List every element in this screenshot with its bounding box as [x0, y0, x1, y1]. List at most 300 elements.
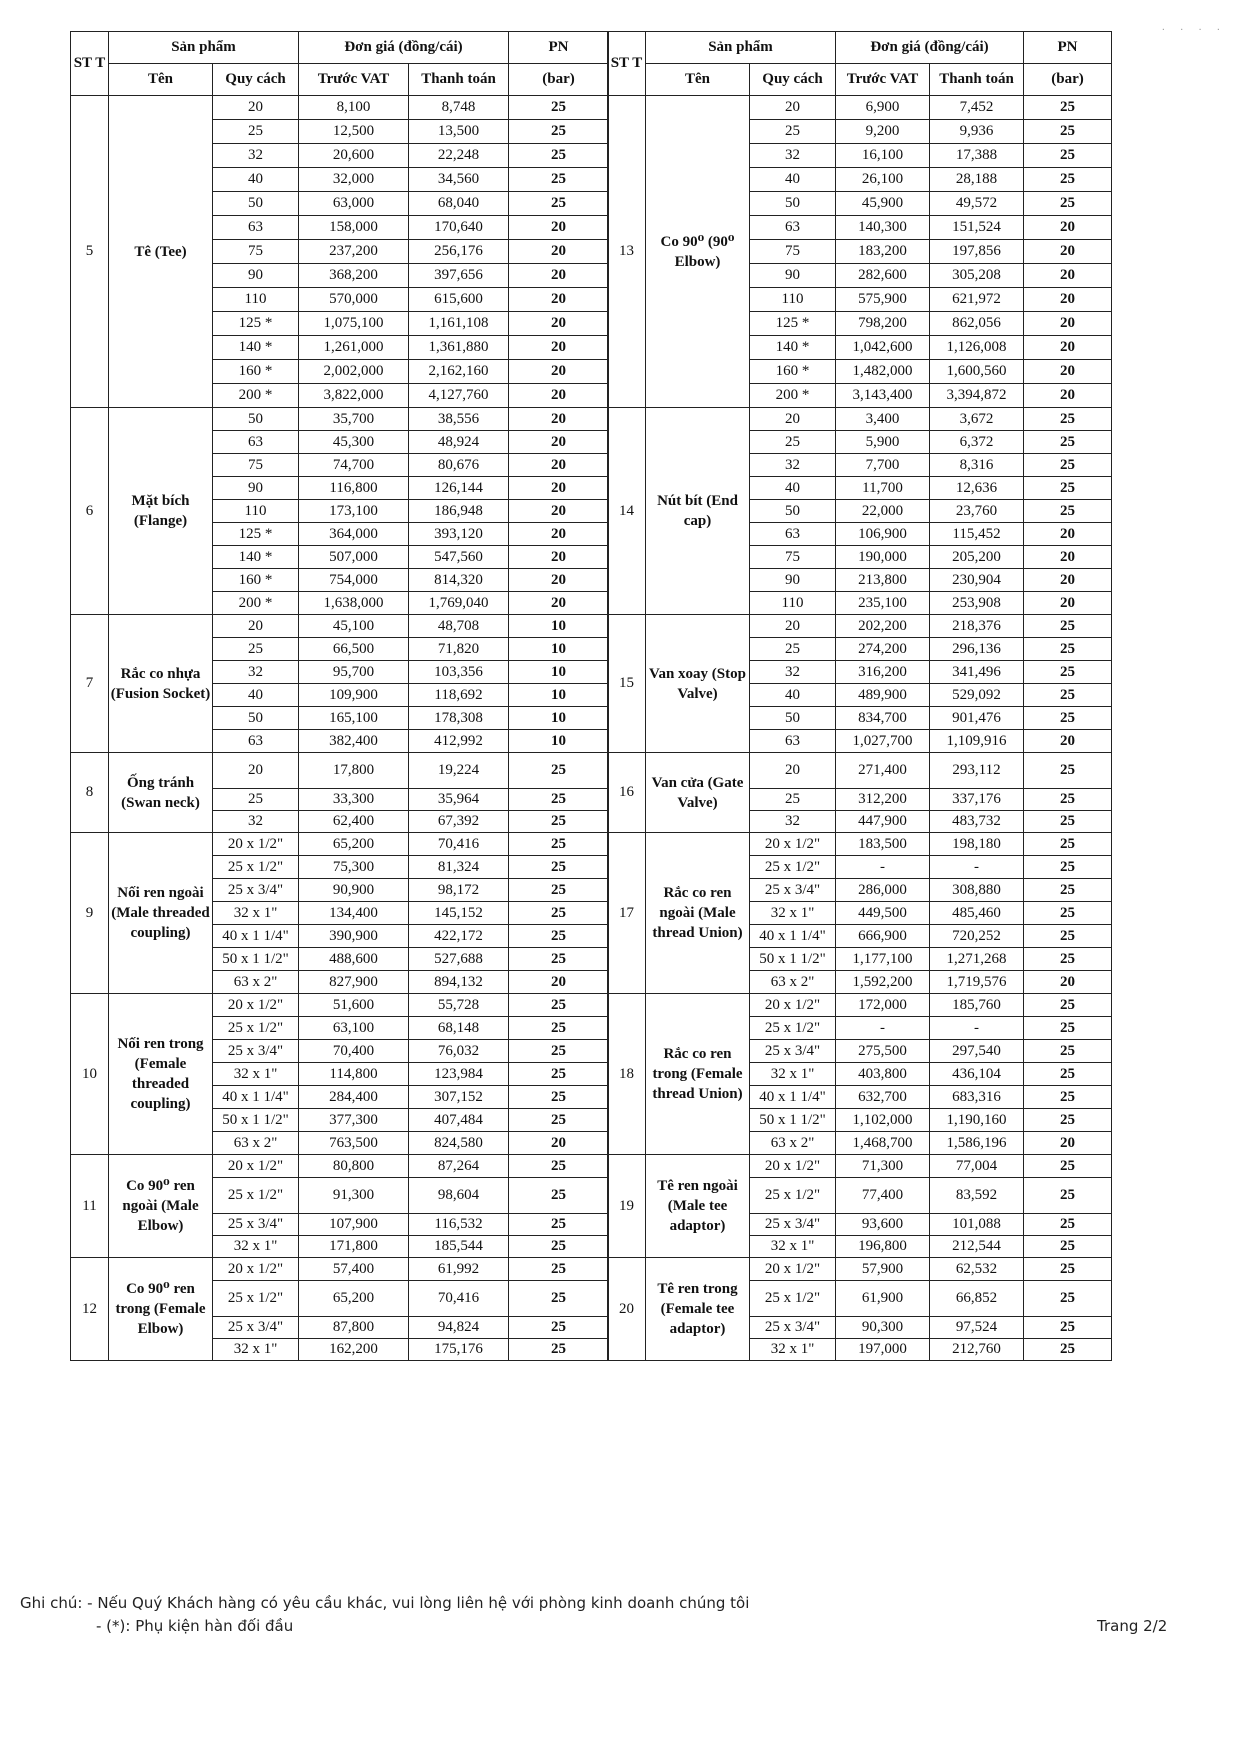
price-before-vat-cell: 51,600	[299, 994, 409, 1017]
price-total-cell: 12,636	[930, 477, 1024, 500]
price-before-vat-cell: 158,000	[299, 216, 409, 240]
stt-cell: 8	[71, 753, 109, 833]
pn-cell: 25	[1024, 1017, 1112, 1040]
price-total-cell: 35,964	[409, 789, 509, 811]
price-total-cell: 397,656	[409, 264, 509, 288]
pn-cell: 20	[509, 1132, 609, 1155]
spec-cell: 90	[750, 264, 836, 288]
pn-cell: 25	[1024, 948, 1112, 971]
price-total-cell: 185,544	[409, 1236, 509, 1258]
price-before-vat-cell: 1,261,000	[299, 336, 409, 360]
price-before-vat-cell: 284,400	[299, 1086, 409, 1109]
price-before-vat-cell: 763,500	[299, 1132, 409, 1155]
product-name-cell: Ống tránh (Swan neck)	[109, 753, 213, 833]
spec-cell: 32 x 1"	[213, 1236, 299, 1258]
price-before-vat-cell: 107,900	[299, 1214, 409, 1236]
spec-cell: 40 x 1 1/4"	[213, 925, 299, 948]
price-before-vat-cell: 74,700	[299, 454, 409, 477]
price-before-vat-cell: 134,400	[299, 902, 409, 925]
price-total-cell: 547,560	[409, 546, 509, 569]
spec-cell: 20 x 1/2"	[750, 833, 836, 856]
price-total-cell: 720,252	[930, 925, 1024, 948]
header-san-pham: Sản phẩm	[646, 32, 836, 64]
price-before-vat-cell: 271,400	[836, 753, 930, 789]
spec-cell: 50	[750, 707, 836, 730]
spec-cell: 63	[213, 730, 299, 753]
pn-cell: 25	[1024, 856, 1112, 879]
price-total-cell: 94,824	[409, 1317, 509, 1339]
pn-cell: 20	[1024, 971, 1112, 994]
pn-cell: 20	[509, 523, 609, 546]
spec-cell: 20 x 1/2"	[750, 1155, 836, 1178]
pn-cell: 25	[509, 1236, 609, 1258]
price-before-vat-cell: 95,700	[299, 661, 409, 684]
price-before-vat-cell: 196,800	[836, 1236, 930, 1258]
pn-cell: 25	[1024, 1063, 1112, 1086]
stt-cell: 15	[608, 615, 646, 753]
spec-cell: 200 *	[750, 384, 836, 408]
pn-cell: 25	[1024, 833, 1112, 856]
pn-cell: 20	[509, 312, 609, 336]
price-before-vat-cell: 162,200	[299, 1339, 409, 1361]
pn-cell: 25	[1024, 1339, 1112, 1361]
stt-cell: 12	[71, 1258, 109, 1361]
table-row	[608, 833, 1112, 856]
pn-cell: 10	[509, 661, 609, 684]
pn-cell: 20	[1024, 288, 1112, 312]
price-before-vat-cell: 274,200	[836, 638, 930, 661]
spec-cell: 32	[750, 454, 836, 477]
price-before-vat-cell: 368,200	[299, 264, 409, 288]
spec-cell: 90	[213, 264, 299, 288]
price-before-vat-cell: 377,300	[299, 1109, 409, 1132]
table-row	[608, 1155, 1112, 1178]
price-before-vat-cell: 213,800	[836, 569, 930, 592]
price-before-vat-cell: 1,468,700	[836, 1132, 930, 1155]
stt-cell: 19	[608, 1155, 646, 1258]
pn-cell: 10	[509, 615, 609, 638]
pn-cell: 25	[509, 902, 609, 925]
pn-cell: 10	[509, 730, 609, 753]
price-before-vat-cell: 114,800	[299, 1063, 409, 1086]
spec-cell: 25 x 1/2"	[750, 1281, 836, 1317]
price-total-cell: 83,592	[930, 1178, 1024, 1214]
price-before-vat-cell: 798,200	[836, 312, 930, 336]
price-total-cell: 126,144	[409, 477, 509, 500]
corner-marks: · · · ·	[1161, 25, 1226, 36]
price-total-cell: 824,580	[409, 1132, 509, 1155]
price-total-cell: 67,392	[409, 811, 509, 833]
price-total-cell: 422,172	[409, 925, 509, 948]
price-total-cell: 98,172	[409, 879, 509, 902]
price-total-cell: 8,748	[409, 96, 509, 120]
spec-cell: 32	[750, 661, 836, 684]
header-truoc-vat: Trước VAT	[299, 64, 409, 96]
spec-cell: 25 x 1/2"	[213, 1017, 299, 1040]
pn-cell: 20	[509, 454, 609, 477]
price-total-cell: 1,719,576	[930, 971, 1024, 994]
spec-cell: 20	[213, 96, 299, 120]
price-total-cell: 814,320	[409, 569, 509, 592]
spec-cell: 160 *	[213, 360, 299, 384]
price-total-cell: 683,316	[930, 1086, 1024, 1109]
price-total-cell: 7,452	[930, 96, 1024, 120]
pn-cell: 25	[509, 1281, 609, 1317]
pn-cell: 25	[1024, 120, 1112, 144]
spec-cell: 25	[750, 789, 836, 811]
pn-cell: 25	[1024, 684, 1112, 707]
spec-cell: 63 x 2"	[213, 1132, 299, 1155]
product-name-cell: Nối ren trong (Female threaded coupling)	[109, 994, 213, 1155]
price-table-left	[70, 31, 609, 1361]
price-total-cell: 87,264	[409, 1155, 509, 1178]
header-pn: PN	[509, 32, 609, 64]
pn-cell: 25	[1024, 1317, 1112, 1339]
pn-cell: 25	[1024, 638, 1112, 661]
price-total-cell: 230,904	[930, 569, 1024, 592]
spec-cell: 20 x 1/2"	[750, 994, 836, 1017]
spec-cell: 90	[213, 477, 299, 500]
product-name-cell: Rắc co ren ngoài (Male thread Union)	[646, 833, 750, 994]
spec-cell: 20 x 1/2"	[213, 833, 299, 856]
spec-cell: 63 x 2"	[750, 971, 836, 994]
price-before-vat-cell: 488,600	[299, 948, 409, 971]
header-quy-cach: Quy cách	[750, 64, 836, 96]
price-before-vat-cell: 66,500	[299, 638, 409, 661]
price-before-vat-cell: 75,300	[299, 856, 409, 879]
pn-cell: 20	[1024, 569, 1112, 592]
price-before-vat-cell: 71,300	[836, 1155, 930, 1178]
header-bar: (bar)	[1024, 64, 1112, 96]
spec-cell: 140 *	[213, 546, 299, 569]
table-header	[608, 32, 1112, 96]
price-before-vat-cell: 65,200	[299, 833, 409, 856]
note-line-1: Ghi chú: - Nếu Quý Khách hàng có yêu cầu khác, vui lòng liên hệ với phòng kinh doanh chúng tôi	[20, 1594, 750, 1612]
header-don-gia: Đơn giá (đồng/cái)	[299, 32, 509, 64]
spec-cell: 20	[213, 615, 299, 638]
price-before-vat-cell: -	[836, 1017, 930, 1040]
price-total-cell: 412,992	[409, 730, 509, 753]
price-total-cell: 615,600	[409, 288, 509, 312]
table-row	[71, 833, 609, 856]
price-total-cell: 97,524	[930, 1317, 1024, 1339]
price-before-vat-cell: 3,822,000	[299, 384, 409, 408]
price-total-cell: 197,856	[930, 240, 1024, 264]
price-total-cell: 485,460	[930, 902, 1024, 925]
stt-cell: 9	[71, 833, 109, 994]
price-before-vat-cell: -	[836, 856, 930, 879]
pn-cell: 25	[1024, 789, 1112, 811]
spec-cell: 110	[750, 592, 836, 615]
price-before-vat-cell: 575,900	[836, 288, 930, 312]
table-body	[71, 96, 609, 1361]
price-total-cell: 2,162,160	[409, 360, 509, 384]
header-truoc-vat: Trước VAT	[836, 64, 930, 96]
price-before-vat-cell: 65,200	[299, 1281, 409, 1317]
pn-cell: 25	[1024, 753, 1112, 789]
stt-cell: 14	[608, 408, 646, 615]
price-total-cell: 8,316	[930, 454, 1024, 477]
stt-cell: 18	[608, 994, 646, 1155]
price-before-vat-cell: 364,000	[299, 523, 409, 546]
spec-cell: 75	[750, 546, 836, 569]
price-before-vat-cell: 80,800	[299, 1155, 409, 1178]
pn-cell: 20	[509, 569, 609, 592]
spec-cell: 32 x 1"	[750, 1063, 836, 1086]
pn-cell: 25	[1024, 1155, 1112, 1178]
price-total-cell: 341,496	[930, 661, 1024, 684]
price-before-vat-cell: 3,143,400	[836, 384, 930, 408]
price-total-cell: 80,676	[409, 454, 509, 477]
pn-cell: 25	[1024, 925, 1112, 948]
price-before-vat-cell: 17,800	[299, 753, 409, 789]
price-total-cell: 293,112	[930, 753, 1024, 789]
spec-cell: 40 x 1 1/4"	[750, 925, 836, 948]
price-total-cell: 483,732	[930, 811, 1024, 833]
spec-cell: 40	[750, 477, 836, 500]
product-name-cell: Co 90⁰ ren ngoài (Male Elbow)	[109, 1155, 213, 1258]
spec-cell: 25 x 1/2"	[750, 856, 836, 879]
price-total-cell: 212,760	[930, 1339, 1024, 1361]
header-ten: Tên	[109, 64, 213, 96]
price-total-cell: 77,004	[930, 1155, 1024, 1178]
price-total-cell: 49,572	[930, 192, 1024, 216]
price-before-vat-cell: 754,000	[299, 569, 409, 592]
price-total-cell: 123,984	[409, 1063, 509, 1086]
pn-cell: 25	[509, 948, 609, 971]
note-line-2: - (*): Phụ kiện hàn đối đầu	[96, 1617, 294, 1635]
price-before-vat-cell: 173,100	[299, 500, 409, 523]
spec-cell: 110	[213, 500, 299, 523]
price-before-vat-cell: 489,900	[836, 684, 930, 707]
pn-cell: 25	[1024, 994, 1112, 1017]
spec-cell: 32 x 1"	[750, 1236, 836, 1258]
header-stt: ST T	[71, 32, 109, 96]
pn-cell: 25	[509, 789, 609, 811]
price-total-cell: 70,416	[409, 1281, 509, 1317]
pn-cell: 25	[509, 1086, 609, 1109]
product-name-cell: Rắc co ren trong (Female thread Union)	[646, 994, 750, 1155]
price-total-cell: 62,532	[930, 1258, 1024, 1281]
table-row	[608, 408, 1112, 431]
pn-cell: 25	[1024, 1214, 1112, 1236]
price-total-cell: 1,586,196	[930, 1132, 1024, 1155]
pn-cell: 20	[1024, 264, 1112, 288]
spec-cell: 25 x 3/4"	[213, 879, 299, 902]
spec-cell: 50	[213, 707, 299, 730]
spec-cell: 40	[750, 168, 836, 192]
price-before-vat-cell: 447,900	[836, 811, 930, 833]
price-before-vat-cell: 197,000	[836, 1339, 930, 1361]
header-quy-cach: Quy cách	[213, 64, 299, 96]
pn-cell: 25	[1024, 902, 1112, 925]
price-total-cell: 68,040	[409, 192, 509, 216]
pn-cell: 25	[1024, 811, 1112, 833]
pn-cell: 20	[509, 500, 609, 523]
pn-cell: 20	[509, 288, 609, 312]
price-total-cell: 151,524	[930, 216, 1024, 240]
spec-cell: 25	[213, 638, 299, 661]
price-total-cell: 55,728	[409, 994, 509, 1017]
price-before-vat-cell: 35,700	[299, 408, 409, 431]
table-row	[71, 1155, 609, 1178]
price-total-cell: 862,056	[930, 312, 1024, 336]
pn-cell: 25	[509, 1178, 609, 1214]
price-total-cell: 19,224	[409, 753, 509, 789]
pn-cell: 25	[1024, 615, 1112, 638]
product-name-cell: Van cửa (Gate Valve)	[646, 753, 750, 833]
pn-cell: 25	[1024, 408, 1112, 431]
pn-cell: 25	[1024, 168, 1112, 192]
spec-cell: 63 x 2"	[213, 971, 299, 994]
price-total-cell: 68,148	[409, 1017, 509, 1040]
price-before-vat-cell: 90,300	[836, 1317, 930, 1339]
price-before-vat-cell: 26,100	[836, 168, 930, 192]
pn-cell: 10	[509, 638, 609, 661]
price-before-vat-cell: 8,100	[299, 96, 409, 120]
product-name-cell: Nối ren ngoài (Male threaded coupling)	[109, 833, 213, 994]
price-before-vat-cell: 63,000	[299, 192, 409, 216]
stt-cell: 10	[71, 994, 109, 1155]
pn-cell: 25	[1024, 144, 1112, 168]
price-total-cell: 621,972	[930, 288, 1024, 312]
pn-cell: 25	[1024, 1236, 1112, 1258]
pn-cell: 20	[509, 431, 609, 454]
spec-cell: 50	[750, 500, 836, 523]
price-total-cell: 212,544	[930, 1236, 1024, 1258]
price-before-vat-cell: 45,900	[836, 192, 930, 216]
price-total-cell: 3,672	[930, 408, 1024, 431]
spec-cell: 20 x 1/2"	[750, 1258, 836, 1281]
price-total-cell: -	[930, 1017, 1024, 1040]
pn-cell: 25	[1024, 1040, 1112, 1063]
pn-cell: 20	[1024, 312, 1112, 336]
spec-cell: 32 x 1"	[213, 1339, 299, 1361]
pn-cell: 25	[509, 144, 609, 168]
price-before-vat-cell: 87,800	[299, 1317, 409, 1339]
price-before-vat-cell: 45,100	[299, 615, 409, 638]
price-total-cell: 170,640	[409, 216, 509, 240]
spec-cell: 200 *	[213, 384, 299, 408]
spec-cell: 25	[750, 431, 836, 454]
price-before-vat-cell: 5,900	[836, 431, 930, 454]
pn-cell: 20	[1024, 523, 1112, 546]
price-total-cell: 13,500	[409, 120, 509, 144]
spec-cell: 25	[750, 638, 836, 661]
price-before-vat-cell: 1,042,600	[836, 336, 930, 360]
price-total-cell: 76,032	[409, 1040, 509, 1063]
price-total-cell: 901,476	[930, 707, 1024, 730]
pn-cell: 25	[509, 1109, 609, 1132]
price-total-cell: 66,852	[930, 1281, 1024, 1317]
price-before-vat-cell: 190,000	[836, 546, 930, 569]
spec-cell: 32 x 1"	[213, 1063, 299, 1086]
price-total-cell: 118,692	[409, 684, 509, 707]
pn-cell: 20	[509, 240, 609, 264]
price-before-vat-cell: 57,400	[299, 1258, 409, 1281]
price-total-cell: 71,820	[409, 638, 509, 661]
price-before-vat-cell: 202,200	[836, 615, 930, 638]
price-before-vat-cell: 93,600	[836, 1214, 930, 1236]
price-total-cell: 81,324	[409, 856, 509, 879]
page-number: Trang 2/2	[1097, 1617, 1168, 1635]
pn-cell: 20	[509, 336, 609, 360]
spec-cell: 50	[750, 192, 836, 216]
price-total-cell: 1,109,916	[930, 730, 1024, 753]
pn-cell: 25	[509, 120, 609, 144]
product-name-cell: Co 90⁰ ren trong (Female Elbow)	[109, 1258, 213, 1361]
spec-cell: 25 x 3/4"	[750, 1214, 836, 1236]
spec-cell: 20	[750, 753, 836, 789]
price-before-vat-cell: 90,900	[299, 879, 409, 902]
spec-cell: 25 x 1/2"	[213, 1281, 299, 1317]
spec-cell: 50	[213, 192, 299, 216]
product-name-cell: Mặt bích (Flange)	[109, 408, 213, 615]
pn-cell: 20	[1024, 360, 1112, 384]
spec-cell: 110	[750, 288, 836, 312]
table-row	[71, 615, 609, 638]
price-total-cell: 256,176	[409, 240, 509, 264]
spec-cell: 90	[750, 569, 836, 592]
header-thanh-toan: Thanh toán	[409, 64, 509, 96]
spec-cell: 32	[750, 144, 836, 168]
price-before-vat-cell: 77,400	[836, 1178, 930, 1214]
product-name-cell: Van xoay (Stop Valve)	[646, 615, 750, 753]
product-name-cell: Co 90⁰ (90⁰ Elbow)	[646, 96, 750, 408]
price-before-vat-cell: 183,200	[836, 240, 930, 264]
price-total-cell: 1,161,108	[409, 312, 509, 336]
pn-cell: 25	[509, 994, 609, 1017]
price-before-vat-cell: 172,000	[836, 994, 930, 1017]
price-before-vat-cell: 570,000	[299, 288, 409, 312]
price-before-vat-cell: 140,300	[836, 216, 930, 240]
price-before-vat-cell: 32,000	[299, 168, 409, 192]
spec-cell: 20	[213, 753, 299, 789]
spec-cell: 50 x 1 1/2"	[750, 1109, 836, 1132]
price-total-cell: 28,188	[930, 168, 1024, 192]
price-total-cell: 307,152	[409, 1086, 509, 1109]
price-total-cell: 23,760	[930, 500, 1024, 523]
price-before-vat-cell: 666,900	[836, 925, 930, 948]
pn-cell: 25	[509, 1258, 609, 1281]
spec-cell: 25 x 3/4"	[213, 1040, 299, 1063]
price-total-cell: 3,394,872	[930, 384, 1024, 408]
price-total-cell: 1,769,040	[409, 592, 509, 615]
spec-cell: 50 x 1 1/2"	[213, 948, 299, 971]
price-total-cell: 407,484	[409, 1109, 509, 1132]
product-name-cell: Tê ren ngoài (Male tee adaptor)	[646, 1155, 750, 1258]
price-total-cell: 6,372	[930, 431, 1024, 454]
spec-cell: 32 x 1"	[213, 902, 299, 925]
price-before-vat-cell: 7,700	[836, 454, 930, 477]
pn-cell: 20	[1024, 730, 1112, 753]
price-total-cell: 17,388	[930, 144, 1024, 168]
price-before-vat-cell: 282,600	[836, 264, 930, 288]
spec-cell: 25 x 1/2"	[750, 1017, 836, 1040]
stt-cell: 11	[71, 1155, 109, 1258]
spec-cell: 25 x 3/4"	[750, 1317, 836, 1339]
header-thanh-toan: Thanh toán	[930, 64, 1024, 96]
pn-cell: 25	[1024, 707, 1112, 730]
price-total-cell: 337,176	[930, 789, 1024, 811]
price-total-cell: 218,376	[930, 615, 1024, 638]
pn-cell: 20	[509, 216, 609, 240]
spec-cell: 75	[750, 240, 836, 264]
pn-cell: 20	[1024, 546, 1112, 569]
spec-cell: 40	[213, 168, 299, 192]
pn-cell: 25	[509, 1317, 609, 1339]
pn-cell: 25	[509, 1155, 609, 1178]
